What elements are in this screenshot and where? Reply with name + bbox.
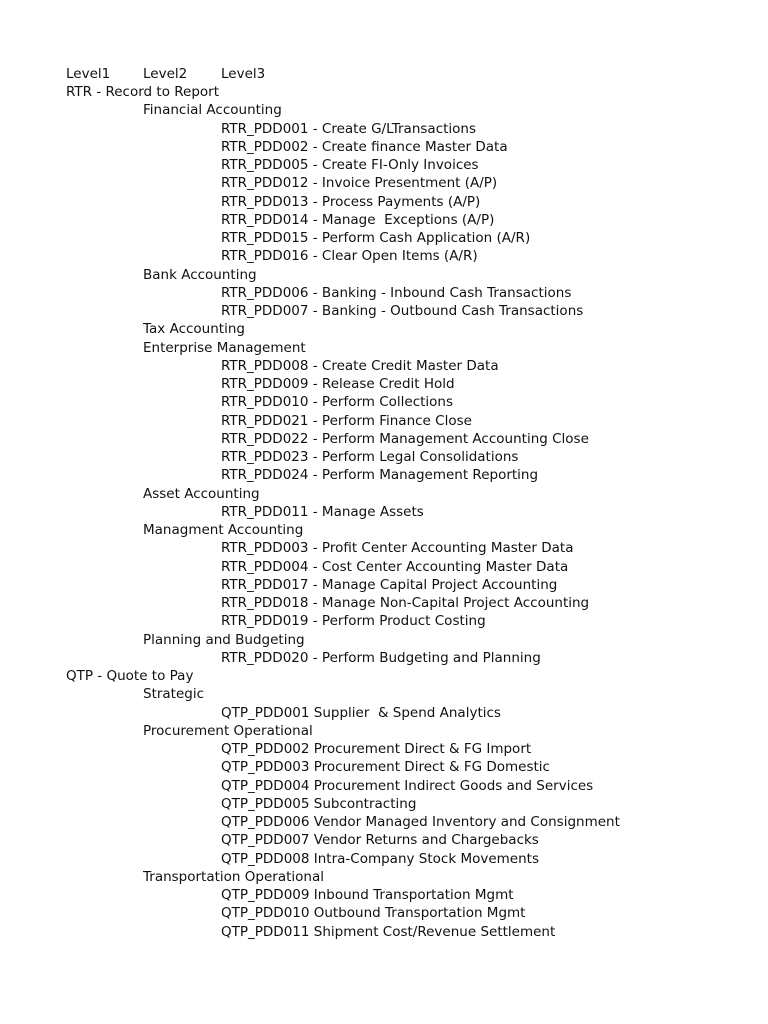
level2-group: Managment Accounting (143, 522, 304, 538)
level3-item: RTR_PDD018 - Manage Non-Capital Project Accounting (221, 595, 590, 611)
level3-item: QTP_PDD004 Procurement Indirect Goods and Services (221, 777, 594, 794)
level3-item: RTR_PDD011 - Manage Assets (221, 503, 424, 520)
level3-item: QTP_PDD003 Procurement Direct & FG Domestic (221, 759, 550, 776)
level3-item: QTP_PDD011 Shipment Cost/Revenue Settlement (221, 923, 556, 940)
level3-item: QTP_PDD001 Supplier & Spend Analytics (221, 704, 501, 721)
level3-item: RTR_PDD006 - Banking - Inbound Cash Transactions (221, 284, 572, 301)
level3-header: Level3 (221, 66, 266, 82)
level3-item: RTR_PDD021 - Perform Finance Close (221, 412, 472, 429)
level3-item: RTR_PDD001 - Create G/LTransactions (221, 120, 477, 137)
level3-item: RTR_PDD022 - Perform Management Accounting Close (221, 430, 589, 447)
level2-header: Level2 (143, 66, 188, 82)
level3-item: RTR_PDD002 - Create finance Master Data (221, 138, 508, 155)
level3-item: RTR_PDD017 - Manage Capital Project Accounting (221, 576, 558, 593)
level3-item: RTR_PDD010 - Perform Collections (221, 394, 454, 411)
level2-group: Financial Accounting (143, 102, 282, 119)
level3-item: QTP_PDD008 Intra-Company Stock Movements (221, 850, 539, 867)
level3-item: RTR_PDD013 - Process Payments (A/P) (221, 193, 481, 210)
level3-item: RTR_PDD007 - Banking - Outbound Cash Transactions (221, 303, 584, 319)
level2-group: Planning and Budgeting (143, 631, 305, 648)
level3-item: RTR_PDD012 - Invoice Presentment (A/P) (221, 175, 498, 192)
level2-group: Enterprise Management (143, 339, 306, 356)
level3-item: RTR_PDD014 - Manage Exceptions (A/P) (221, 211, 495, 228)
level3-item: QTP_PDD002 Procurement Direct & FG Import (221, 741, 532, 757)
level2-group: Procurement Operational (143, 722, 313, 739)
level2-group: Bank Accounting (143, 266, 257, 283)
level3-item: QTP_PDD010 Outbound Transportation Mgmt (221, 905, 526, 922)
level1-process: QTP - Quote to Pay (66, 668, 194, 684)
level3-item: RTR_PDD003 - Profit Center Accounting Master Data (221, 540, 574, 557)
level2-group: Tax Accounting (143, 321, 245, 338)
level3-item: RTR_PDD004 - Cost Center Accounting Master Data (221, 558, 569, 575)
level2-group: Asset Accounting (143, 485, 260, 502)
level3-item: RTR_PDD016 - Clear Open Items (A/R) (221, 248, 478, 265)
level3-item: RTR_PDD020 - Perform Budgeting and Planning (221, 649, 541, 666)
level3-item: RTR_PDD024 - Perform Management Reporting (221, 467, 539, 484)
level2-group: Transportation Operational (143, 868, 324, 885)
level3-item: QTP_PDD005 Subcontracting (221, 795, 417, 812)
level3-item: RTR_PDD009 - Release Credit Hold (221, 376, 455, 392)
level3-item: QTP_PDD006 Vendor Managed Inventory and Consignment (221, 814, 620, 830)
level3-item: RTR_PDD015 - Perform Cash Application (A/R) (221, 230, 531, 246)
level3-item: QTP_PDD007 Vendor Returns and Chargebacks (221, 832, 539, 849)
level1-process: RTR - Record to Report (66, 84, 220, 100)
level1-header: Level1 (66, 66, 111, 82)
level2-group: Strategic (143, 686, 205, 703)
level3-item: RTR_PDD008 - Create Credit Master Data (221, 357, 499, 374)
level3-item: RTR_PDD005 - Create FI-Only Invoices (221, 157, 479, 173)
level3-item: QTP_PDD009 Inbound Transportation Mgmt (221, 887, 514, 903)
level3-item: RTR_PDD019 - Perform Product Costing (221, 613, 486, 630)
level3-item: RTR_PDD023 - Perform Legal Consolidations (221, 449, 519, 465)
